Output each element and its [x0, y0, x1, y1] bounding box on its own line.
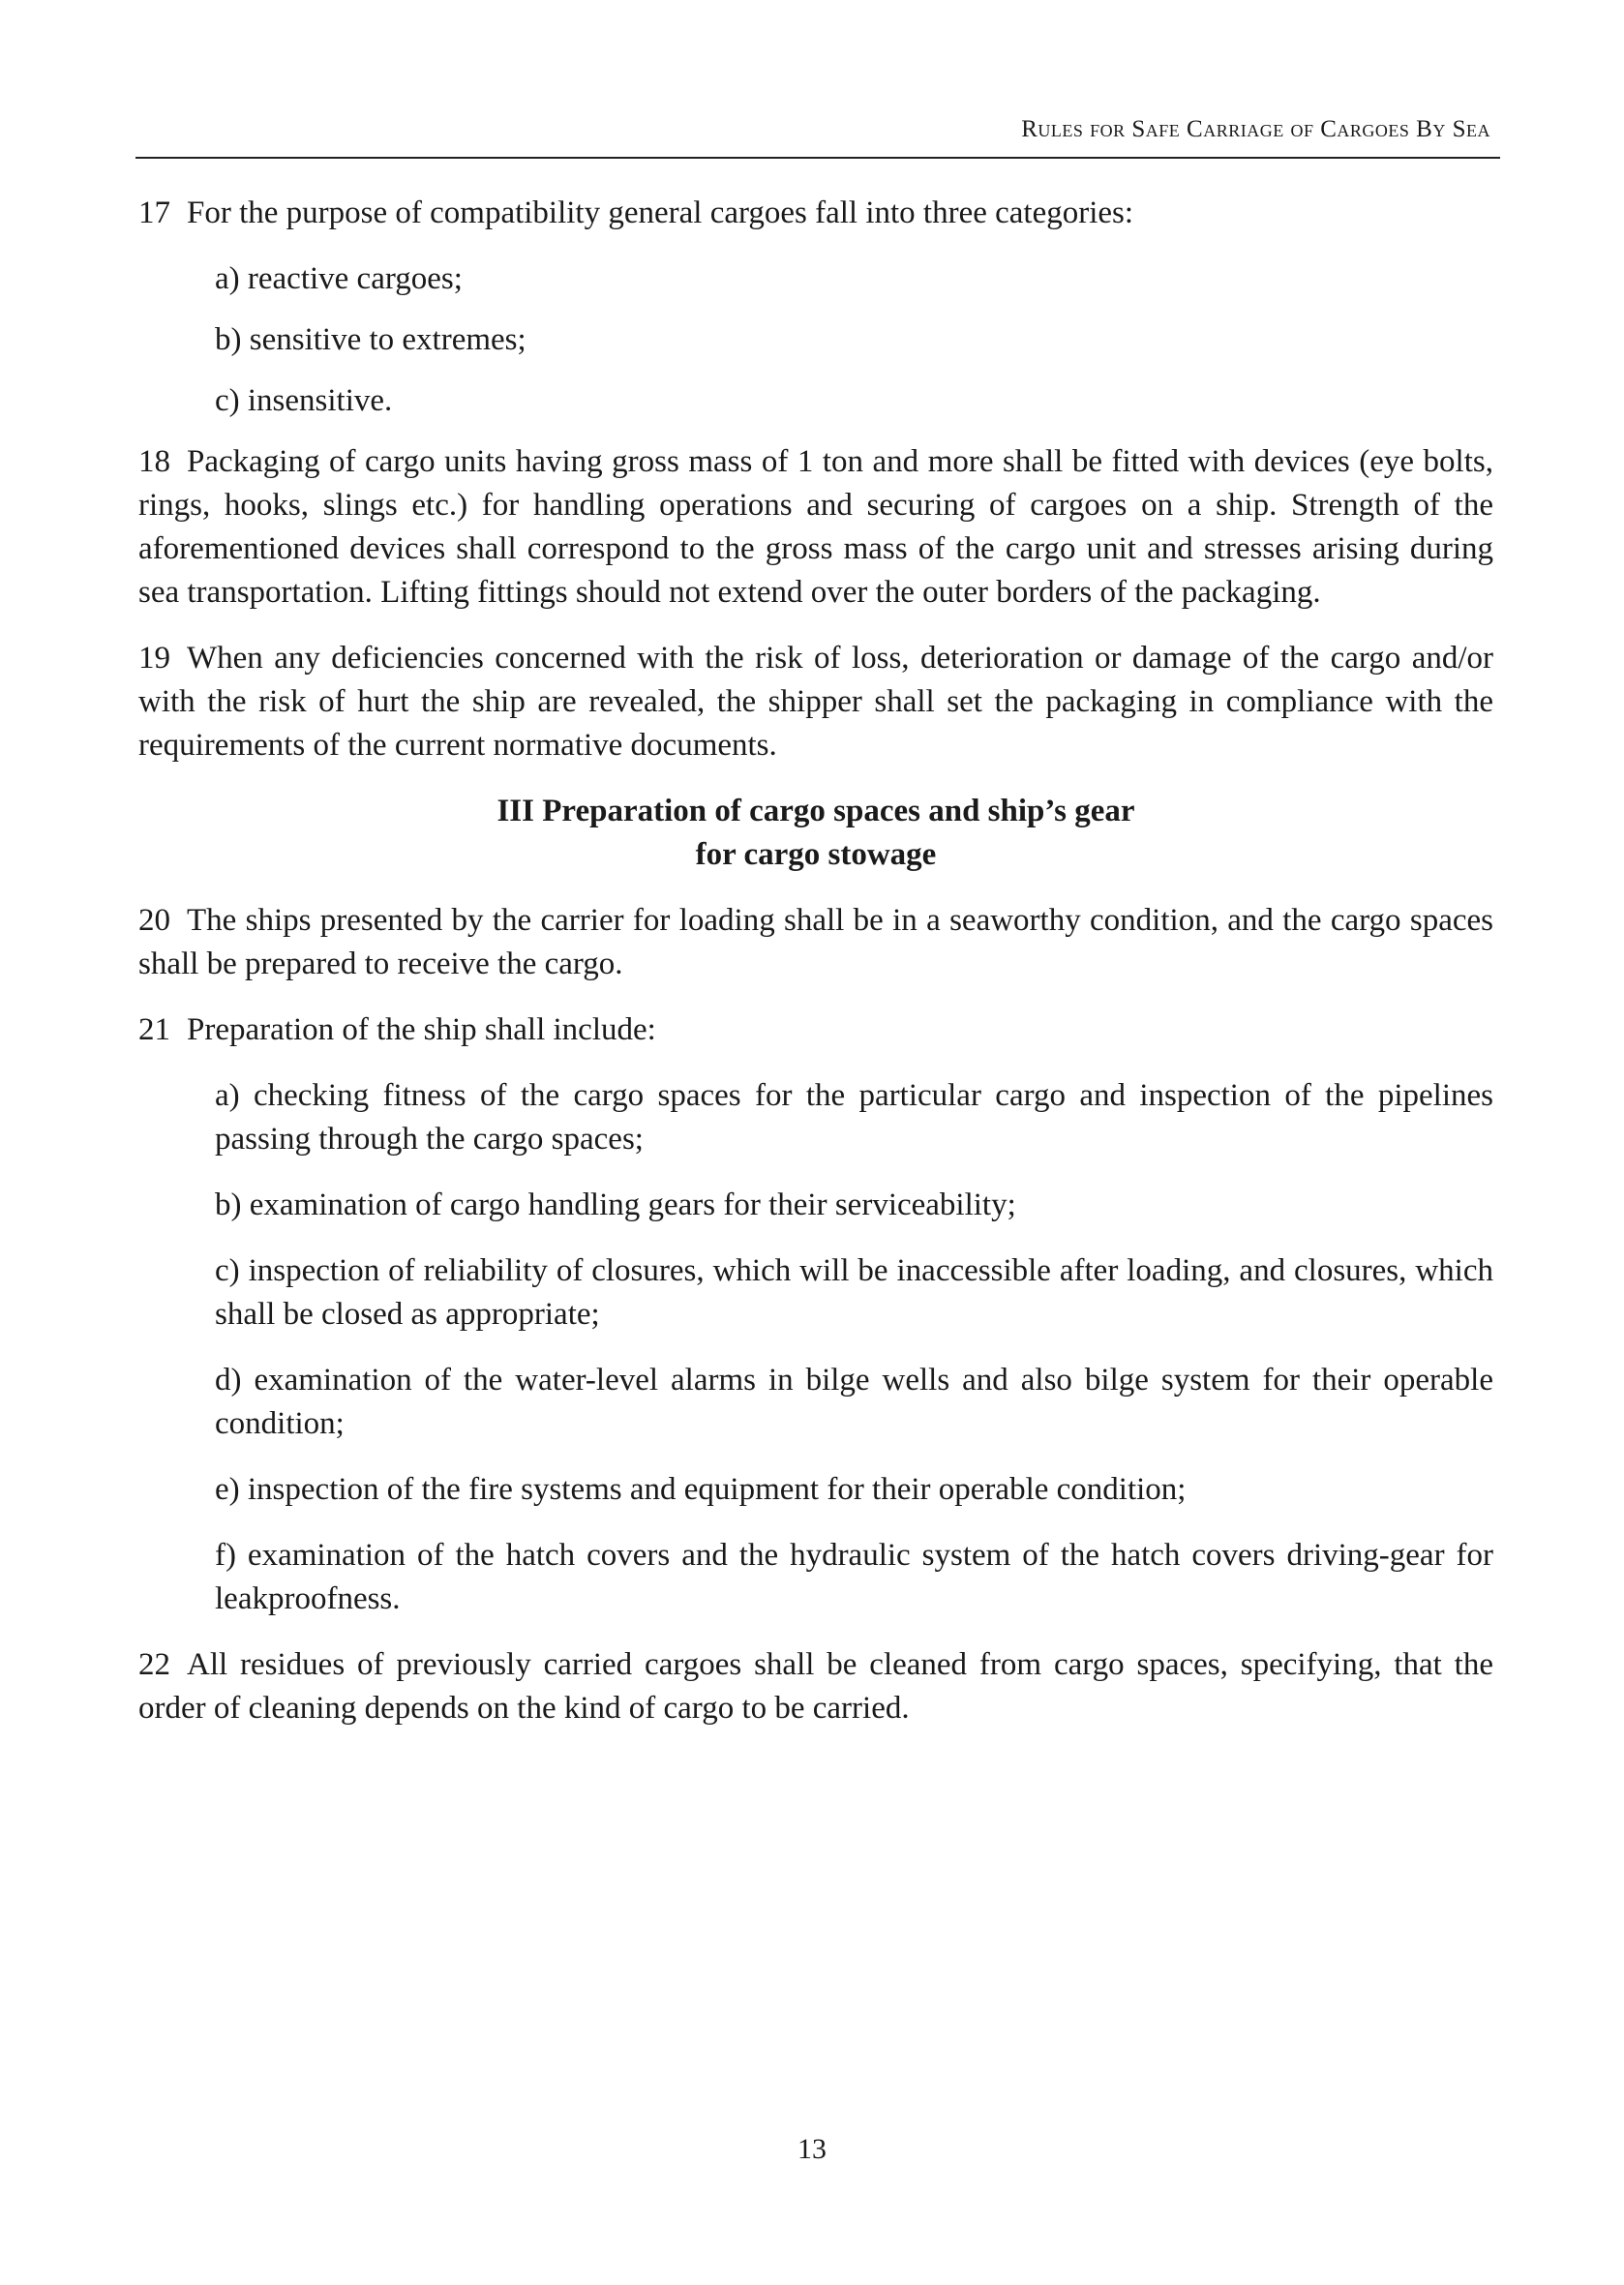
paragraph-number: 19 [138, 641, 170, 676]
page-number: 13 [797, 2133, 827, 2165]
paragraph-17 [138, 192, 1493, 235]
paragraph-text: When any deficiencies concerned with the risk of loss, deterioration or damage of the cargo and/or with the risk of hurt the ship are revealed, the shipper shall set the packaging in compliance with the requirements of the current normative documents. [138, 641, 1493, 763]
paragraph-text: For the purpose of compatibility general cargoes fall into three categories: [187, 195, 1134, 230]
paragraph-text: All residues of previously carried cargoes shall be cleaned from cargo spaces, specifying, that the order of cleaning depends on the kind of cargo to be carried. [138, 1647, 1493, 1726]
paragraph-18 [138, 440, 1493, 615]
list-item: f) examination of the hatch covers and the hydraulic system of the hatch covers driving-gear for leakproofness. [215, 1538, 1493, 1616]
section-heading [138, 790, 1493, 877]
document-body [138, 192, 1493, 1753]
paragraph-number: 20 [138, 903, 170, 938]
section-heading-line: III Preparation of cargo spaces and ship’s gear [496, 794, 1135, 828]
paragraph-19 [138, 637, 1493, 767]
list-item: a) reactive cargoes; [215, 261, 463, 296]
list-item: c) inspection of reliability of closures, which will be inaccessible after loading, and closures, which shall be closed as appropriate; [215, 1253, 1493, 1332]
list-item: d) examination of the water-level alarms in bilge wells and also bilge system for their operable condition; [215, 1363, 1493, 1441]
list-item: b) sensitive to extremes; [215, 322, 526, 357]
paragraph-number: 18 [138, 444, 170, 479]
list-item: a) checking fitness of the cargo spaces for the particular cargo and inspection of the pipelines passing through the cargo spaces; [215, 1078, 1493, 1157]
paragraph-text: Packaging of cargo units having gross mass of 1 ton and more shall be fitted with devices (eye bolts, rings, hooks, slings etc.) for handling operations and securing of cargoes on a ship. Strength of the aforementioned devices shall correspond to the gross mass of the cargo unit and stresses arising during sea transportation. Lifting fittings should not extend over the outer borders of the packaging. [138, 444, 1493, 610]
page-header [135, 108, 1500, 159]
running-head: Rules for Safe Carriage of Cargoes By Sea [1021, 116, 1490, 142]
paragraph-22 [138, 1643, 1493, 1730]
paragraph-number: 21 [138, 1012, 170, 1047]
category-list [138, 257, 1493, 423]
list-item: e) inspection of the fire systems and equipment for their operable condition; [215, 1472, 1187, 1507]
list-item: b) examination of cargo handling gears for their serviceability; [215, 1188, 1016, 1222]
section-heading-line: for cargo stowage [695, 837, 937, 872]
paragraph-21 [138, 1008, 1493, 1052]
paragraph-20 [138, 899, 1493, 986]
preparation-list [138, 1074, 1493, 1621]
list-item: c) insensitive. [215, 383, 393, 418]
paragraph-number: 17 [138, 195, 170, 230]
paragraph-text: The ships presented by the carrier for loading shall be in a seaworthy condition, and the cargo spaces shall be prepared to receive the cargo. [138, 903, 1493, 981]
paragraph-number: 22 [138, 1647, 170, 1682]
paragraph-text: Preparation of the ship shall include: [187, 1012, 656, 1047]
